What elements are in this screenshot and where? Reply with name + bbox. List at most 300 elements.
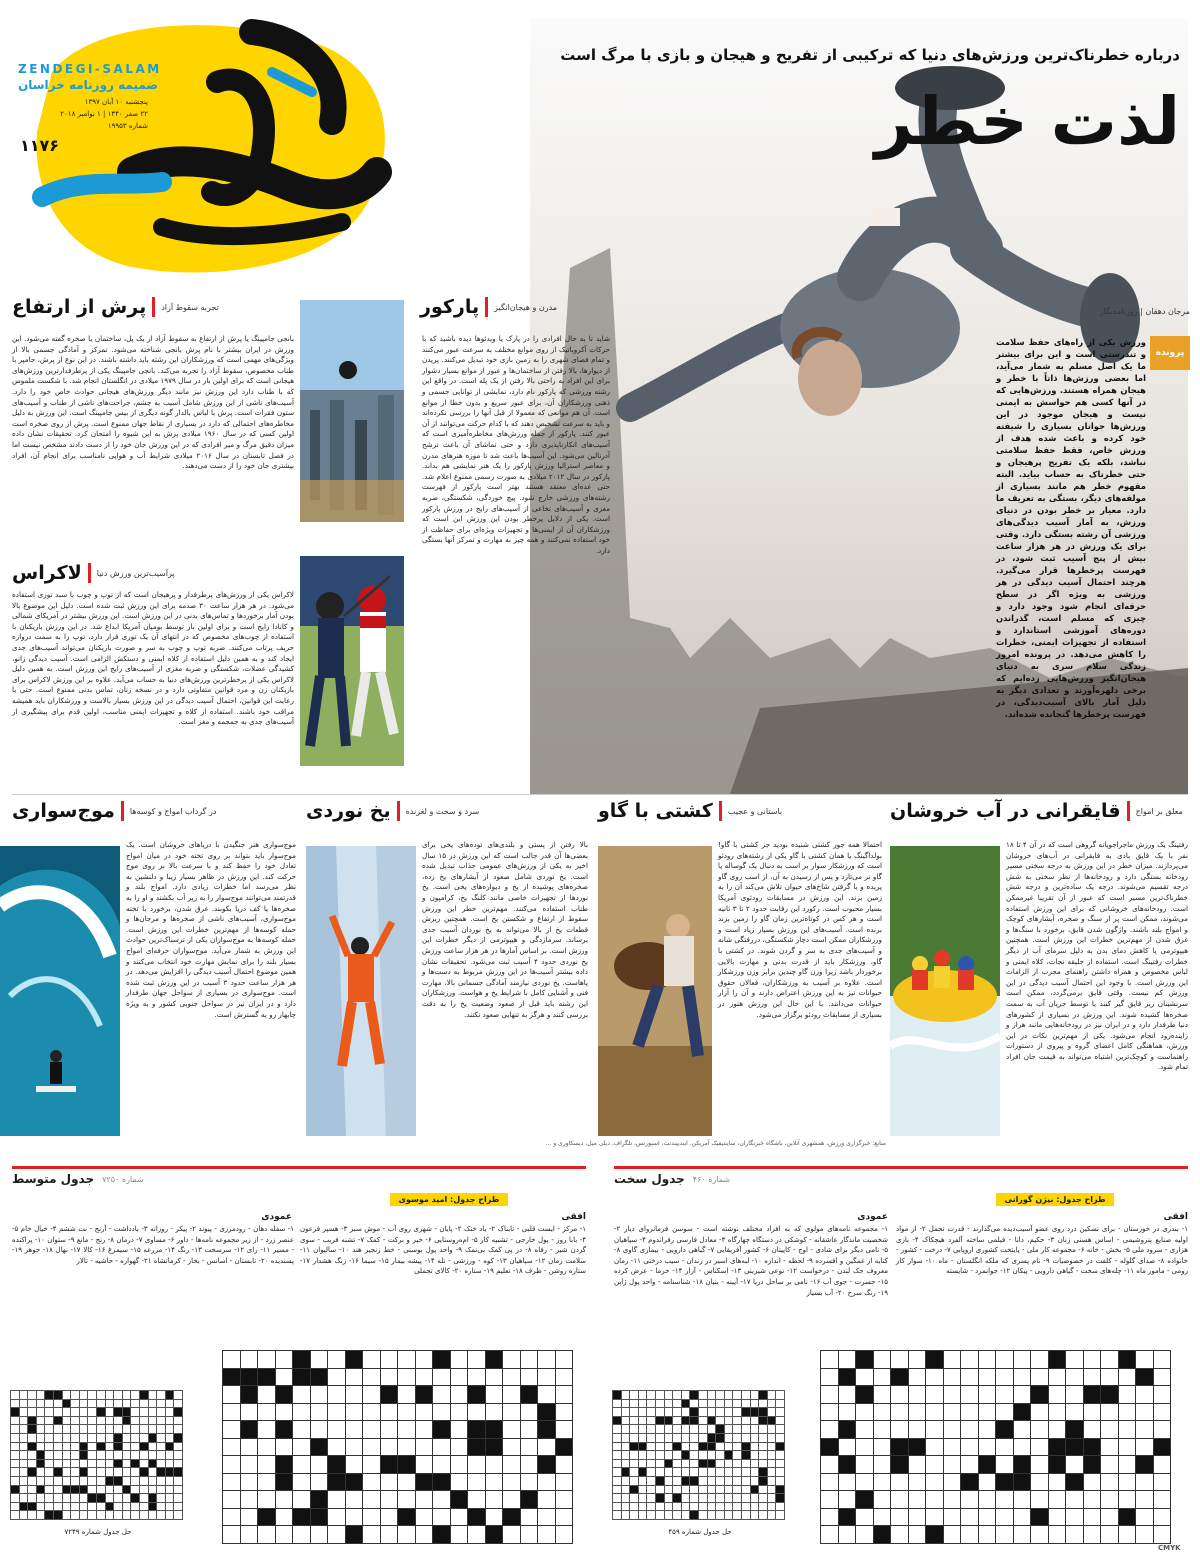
puzzle-divider-right [614,1166,1188,1169]
hard-puzzle-issue: شماره ۴۶۰ [692,1174,731,1184]
grid-cell [1118,1491,1136,1509]
grid-cell [96,1425,105,1434]
grid-cell [698,1511,707,1520]
grid-cell [380,1438,398,1456]
grid-cell [258,1456,276,1474]
grid-cell [1048,1368,1066,1386]
grid-cell [759,1451,768,1460]
grid-cell [71,1451,80,1460]
grid-cell [690,1408,699,1417]
grid-cell [11,1408,20,1417]
grid-cell [776,1399,785,1408]
grid-cell [485,1473,503,1491]
grid-cell [681,1468,690,1477]
grid-cell [165,1459,174,1468]
grid-cell [398,1508,416,1526]
grid-cell [681,1485,690,1494]
grid-cell [310,1421,328,1439]
grid-cell [733,1502,742,1511]
grid-cell [53,1494,62,1503]
grid-cell [79,1502,88,1511]
grid-cell [638,1476,647,1485]
grid-cell [363,1456,381,1474]
grid-cell [555,1508,573,1526]
grid-cell [157,1408,166,1417]
grid-cell [174,1399,183,1408]
grid-cell [647,1485,656,1494]
grid-cell [122,1468,131,1477]
grid-cell [776,1433,785,1442]
grid-cell [741,1468,750,1477]
parkour-subtitle: مدرن و هیجان‌انگیز [494,302,558,312]
grid-cell [165,1442,174,1451]
grid-cell [1118,1508,1136,1526]
grid-cell [647,1425,656,1434]
issue-line: شماره ۱۹۹۵۳ [107,122,148,130]
grid-cell [122,1485,131,1494]
bungee-title-bar [152,297,155,317]
grid-cell [62,1451,71,1460]
grid-cell [926,1386,944,1404]
grid-cell [88,1416,97,1425]
grid-cell [131,1425,140,1434]
grid-cell [1101,1438,1119,1456]
grid-cell [621,1433,630,1442]
grid-cell [131,1468,140,1477]
grid-cell [114,1459,123,1468]
hard-vertical-label: عمودی [857,1212,888,1222]
grid-cell [621,1451,630,1460]
grid-cell [398,1438,416,1456]
grid-cell [223,1438,241,1456]
grid-cell [275,1421,293,1439]
grid-cell [223,1491,241,1509]
grid-cell [759,1425,768,1434]
grid-cell [36,1399,45,1408]
grid-cell [139,1476,148,1485]
grid-cell [345,1421,363,1439]
grid-cell [71,1399,80,1408]
grid-cell [673,1416,682,1425]
grid-cell [891,1508,909,1526]
grid-cell [19,1442,28,1451]
grid-cell [767,1494,776,1503]
grid-cell [926,1456,944,1474]
medium-puzzle-title: جدول متوسط [12,1172,95,1186]
grid-cell [621,1468,630,1477]
grid-cell [767,1459,776,1468]
grid-cell [1101,1421,1119,1439]
grid-cell [79,1433,88,1442]
grid-cell [53,1416,62,1425]
grid-cell [664,1459,673,1468]
grid-cell [1066,1473,1084,1491]
grid-cell [673,1468,682,1477]
grid-cell [520,1526,538,1544]
grid-cell [240,1386,258,1404]
grid-cell [53,1408,62,1417]
grid-cell [1153,1386,1171,1404]
grid-cell [716,1433,725,1442]
grid-cell [19,1511,28,1520]
grid-cell [11,1459,20,1468]
grid-cell [96,1502,105,1511]
grid-cell [1013,1473,1031,1491]
grid-cell [647,1433,656,1442]
grid-cell [139,1468,148,1477]
grid-cell [328,1473,346,1491]
grid-cell [258,1491,276,1509]
grid-cell [1083,1368,1101,1386]
grid-cell [1153,1438,1171,1456]
grid-cell [621,1459,630,1468]
grid-cell [328,1368,346,1386]
grid-cell [838,1508,856,1526]
grid-cell [223,1403,241,1421]
grid-cell [79,1425,88,1434]
grid-cell [45,1416,54,1425]
grid-cell [673,1399,682,1408]
grid-cell [555,1491,573,1509]
grid-cell [62,1391,71,1400]
grid-cell [433,1386,451,1404]
grid-cell [724,1451,733,1460]
grid-cell [157,1459,166,1468]
grid-cell [1118,1438,1136,1456]
grid-cell [310,1456,328,1474]
grid-cell [485,1368,503,1386]
grid-cell [613,1416,622,1425]
grid-cell [655,1468,664,1477]
hard-horizontal-label: افقی [1163,1212,1188,1222]
grid-cell [733,1433,742,1442]
grid-cell [380,1403,398,1421]
grid-cell [62,1485,71,1494]
grid-cell [943,1491,961,1509]
grid-cell [345,1526,363,1544]
grid-cell [275,1526,293,1544]
grid-cell [174,1494,183,1503]
grid-cell [114,1485,123,1494]
grid-cell [1013,1508,1031,1526]
grid-cell [996,1491,1014,1509]
grid-cell [45,1408,54,1417]
grid-cell [538,1473,556,1491]
grid-cell [707,1502,716,1511]
grid-cell [630,1459,639,1468]
grid-cell [926,1491,944,1509]
grid-cell [114,1391,123,1400]
grid-cell [36,1459,45,1468]
grid-cell [468,1421,486,1439]
grid-cell [638,1425,647,1434]
grid-cell [1013,1386,1031,1404]
grid-cell [148,1425,157,1434]
grid-cell [750,1459,759,1468]
grid-cell [996,1386,1014,1404]
grid-cell [1031,1491,1049,1509]
grid-cell [767,1468,776,1477]
grid-cell [380,1456,398,1474]
grid-cell [96,1408,105,1417]
medium-horizontal-label: افقی [561,1212,586,1222]
grid-cell [148,1459,157,1468]
grid-cell [776,1502,785,1511]
grid-cell [139,1433,148,1442]
grid-cell [926,1526,944,1544]
grid-cell [741,1459,750,1468]
grid-cell [139,1442,148,1451]
grid-cell [655,1459,664,1468]
lacrosse-photo [300,556,404,766]
grid-cell [681,1451,690,1460]
grid-cell [724,1502,733,1511]
grid-cell [690,1416,699,1425]
grid-cell [53,1442,62,1451]
grid-cell [555,1403,573,1421]
grid-cell [655,1451,664,1460]
grid-cell [345,1386,363,1404]
rafting-header [890,800,1188,822]
grid-cell [310,1473,328,1491]
grid-cell [673,1425,682,1434]
grid-cell [961,1491,979,1509]
grid-cell [36,1442,45,1451]
grid-cell [655,1511,664,1520]
grid-cell [148,1442,157,1451]
grid-cell [122,1459,131,1468]
surfing-header [12,800,292,822]
iceclimbing-text: بالا رفتن از پستی و بلندی‌های توده‌های یخی برای بعضی‌ها آن قدر جالب است که این ورزش در ۱۵ سال اخیر به یکی از ورزش‌های عمومی جذاب تبدیل شده است. یخ نوردی شامل صعود از آبشارهای یخ زده، صخره‌های پوشیده از یخ و دیواره‌های یخی است. یخ نوردها از تجهیزات خاصی مانند کلنگ یخ، کرامپون و طناب استفاده می‌کنند. مهم‌ترین خطر این ورزش سقوط از ارتفاع و شکستن یخ است. همچنین ریزش قطعات یخ از بالا می‌تواند به یخ نوردان آسیب جدی برساند. سرمازدگی و هیپوترمی از دیگر خطرات این ورزش است. بر اساس آمارها در هر هزار ساعت ورزش یخ نوردی حدود ۴ آسیب ثبت می‌شود. تحقیقات نشان داده بیشتر آسیب‌ها در این ورزش مربوط به دست‌ها و پاهاست. یخ نوردی نیازمند آمادگی جسمانی بالا، مهارت فنی و آشنایی کامل با شرایط یخ و هواست. ورزشکاران این رشته باید قبل از صعود وضعیت یخ را به دقت بررسی کنند و هرگز به تنهایی صعود نکنند. [422,840,588,1019]
grid-cell [398,1386,416,1404]
grid-cell [19,1494,28,1503]
grid-cell [11,1442,20,1451]
grid-cell [310,1368,328,1386]
grid-cell [733,1416,742,1425]
grid-cell [328,1403,346,1421]
grid-cell [433,1403,451,1421]
grid-cell [538,1508,556,1526]
grid-cell [157,1451,166,1460]
grid-cell [759,1494,768,1503]
grid-cell [1153,1456,1171,1474]
grid-cell [707,1416,716,1425]
grid-cell [613,1433,622,1442]
grid-cell [767,1408,776,1417]
grid-cell [690,1494,699,1503]
grid-cell [450,1508,468,1526]
grid-cell [724,1485,733,1494]
grid-cell [621,1416,630,1425]
hard-puzzle-header [614,1172,1188,1186]
grid-cell [630,1442,639,1451]
grid-cell [961,1526,979,1544]
grid-cell [996,1456,1014,1474]
grid-cell [450,1491,468,1509]
grid-cell [433,1438,451,1456]
grid-cell [503,1403,521,1421]
grid-cell [681,1391,690,1400]
grid-cell [908,1508,926,1526]
grid-cell [767,1485,776,1494]
grid-cell [310,1438,328,1456]
grid-cell [555,1473,573,1491]
grid-cell [114,1451,123,1460]
grid-cell [733,1399,742,1408]
grid-cell [174,1476,183,1485]
grid-cell [88,1494,97,1503]
grid-cell [148,1476,157,1485]
puzzle-divider-left [12,1166,586,1169]
grid-cell [698,1476,707,1485]
grid-cell [105,1459,114,1468]
grid-cell [1153,1491,1171,1509]
grid-cell [28,1391,37,1400]
grid-cell [638,1451,647,1460]
grid-cell [1013,1403,1031,1421]
grid-cell [28,1476,37,1485]
grid-cell [165,1494,174,1503]
grid-cell [630,1408,639,1417]
grid-cell [275,1386,293,1404]
brand-supplement: ضمیمه روزنامه خراسان [18,78,158,92]
grid-cell [873,1368,891,1386]
grid-cell [1136,1351,1154,1369]
grid-cell [148,1511,157,1520]
grid-cell [838,1526,856,1544]
grid-cell [647,1476,656,1485]
grid-cell [293,1386,311,1404]
grid-cell [621,1494,630,1503]
grid-cell [1118,1368,1136,1386]
grid-cell [613,1391,622,1400]
grid-cell [724,1416,733,1425]
grid-cell [538,1351,556,1369]
grid-cell [698,1468,707,1477]
grid-cell [776,1459,785,1468]
grid-cell [223,1368,241,1386]
grid-cell [856,1526,874,1544]
grid-cell [79,1511,88,1520]
grid-cell [1066,1491,1084,1509]
grid-cell [45,1399,54,1408]
grid-cell [1013,1421,1031,1439]
grid-cell [759,1416,768,1425]
grid-cell [776,1511,785,1520]
grid-cell [71,1476,80,1485]
grid-cell [1013,1526,1031,1544]
grid-cell [96,1476,105,1485]
grid-cell [776,1468,785,1477]
grid-cell [647,1399,656,1408]
grid-cell [79,1468,88,1477]
grid-cell [613,1425,622,1434]
grid-cell [655,1416,664,1425]
grid-cell [485,1526,503,1544]
grid-cell [415,1403,433,1421]
grid-cell [621,1485,630,1494]
grid-cell [53,1468,62,1477]
grid-cell [96,1416,105,1425]
grid-cell [1101,1386,1119,1404]
grid-cell [485,1351,503,1369]
grid-cell [19,1433,28,1442]
grid-cell [1048,1351,1066,1369]
grid-cell [978,1526,996,1544]
grid-cell [690,1451,699,1460]
grid-cell [1083,1421,1101,1439]
grid-cell [79,1408,88,1417]
grid-cell [1066,1456,1084,1474]
grid-cell [741,1433,750,1442]
grid-cell [821,1368,839,1386]
grid-cell [698,1451,707,1460]
grid-cell [293,1456,311,1474]
grid-cell [148,1451,157,1460]
grid-cell [450,1421,468,1439]
grid-cell [838,1438,856,1456]
rafting-title: قایقرانی در آب خروشان [890,800,1121,822]
grid-cell [1118,1386,1136,1404]
grid-cell [856,1456,874,1474]
grid-cell [28,1451,37,1460]
grid-cell [450,1456,468,1474]
grid-cell [733,1511,742,1520]
grid-cell [707,1485,716,1494]
grid-cell [638,1459,647,1468]
grid-cell [148,1485,157,1494]
grid-cell [433,1491,451,1509]
grid-cell [11,1502,20,1511]
grid-cell [363,1351,381,1369]
grid-cell [345,1508,363,1526]
grid-cell [468,1526,486,1544]
issue-number: ۱۱۷۶ [20,136,60,155]
grid-cell [716,1502,725,1511]
grid-cell [240,1473,258,1491]
grid-cell [62,1468,71,1477]
grid-cell [258,1368,276,1386]
date-line-1: پنجشنبه ۱۰ آبان ۱۳۹۷ [84,98,148,106]
grid-cell [767,1425,776,1434]
grid-cell [1083,1438,1101,1456]
grid-cell [88,1399,97,1408]
medium-vertical-label: عمودی [261,1212,292,1222]
grid-cell [996,1473,1014,1491]
grid-cell [105,1416,114,1425]
grid-cell [724,1433,733,1442]
grid-cell [28,1399,37,1408]
grid-cell [821,1421,839,1439]
grid-cell [398,1526,416,1544]
grid-cell [1048,1508,1066,1526]
grid-cell [363,1491,381,1509]
grid-cell [131,1511,140,1520]
grid-cell [690,1476,699,1485]
grid-cell [520,1421,538,1439]
grid-cell [240,1403,258,1421]
grid-cell [638,1399,647,1408]
iceclimbing-subtitle: سرد و سخت و لغزنده [405,806,480,816]
grid-cell [1118,1351,1136,1369]
grid-cell [19,1485,28,1494]
parkour-title-bar [485,297,488,317]
grid-cell [538,1403,556,1421]
grid-cell [71,1459,80,1468]
grid-cell [613,1476,622,1485]
grid-cell [450,1438,468,1456]
grid-cell [28,1502,37,1511]
